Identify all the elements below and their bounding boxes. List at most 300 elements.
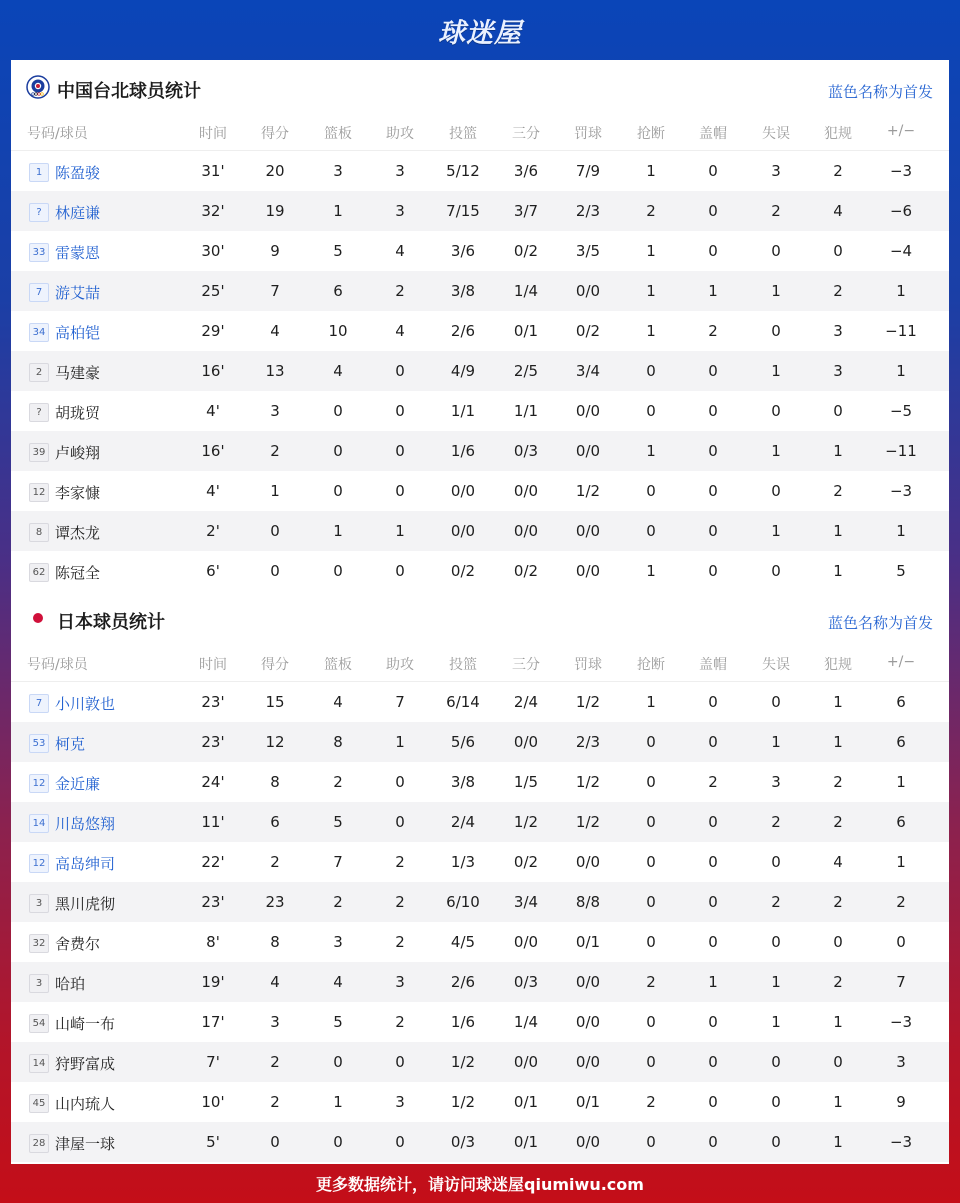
stat-cell: 2' [206, 522, 220, 540]
stat-cell: 2 [395, 893, 405, 911]
stat-cell: 0/0 [575, 522, 601, 540]
player-name-link[interactable]: 游艾喆 [55, 284, 101, 302]
stat-cell: 8 [270, 933, 280, 951]
stat-cell: 0 [896, 933, 906, 951]
stat-cell: 2 [646, 973, 656, 991]
stat-cell: 0 [646, 362, 656, 380]
stat-cell: 13 [265, 362, 285, 380]
stat-cell: 0/1 [513, 1093, 539, 1111]
column-header: 助攻 [386, 126, 414, 142]
stat-cell: 3/4 [513, 893, 539, 911]
stat-cell: 19' [201, 973, 225, 991]
stat-cell: 0 [646, 482, 656, 500]
stat-cell: 1/1 [513, 402, 539, 420]
stat-cell: 0 [771, 853, 781, 871]
player-row[interactable] [11, 762, 949, 802]
stat-cell: 5' [206, 1133, 220, 1151]
stat-cell: 31' [201, 162, 225, 180]
stat-cell: 1/2 [575, 693, 601, 711]
stat-cell: 0 [708, 893, 718, 911]
stat-cell: 0 [833, 242, 843, 260]
stat-cell: 2/4 [450, 813, 476, 831]
stat-cell: 3 [833, 362, 843, 380]
stat-cell: 0 [708, 933, 718, 951]
column-header: 助攻 [386, 657, 414, 673]
stat-cell: 3 [395, 1093, 405, 1111]
stat-cell: −11 [885, 322, 917, 340]
player-row[interactable] [11, 351, 949, 391]
stat-cell: 1 [333, 522, 343, 540]
stat-cell: 3 [896, 1053, 906, 1071]
column-header: 失误 [762, 126, 790, 142]
stat-cell: 1 [833, 442, 843, 460]
stat-cell: 0 [646, 733, 656, 751]
stat-cell: 0/0 [513, 733, 539, 751]
team-title: 日本球员统计 [57, 612, 165, 633]
stat-cell: 2 [270, 442, 280, 460]
japan-flag-dot-icon [33, 613, 43, 623]
stat-cell: 1 [896, 282, 906, 300]
player-row[interactable] [11, 471, 949, 511]
player-row[interactable] [11, 151, 949, 191]
stat-cell: 3 [771, 773, 781, 791]
column-header: 失误 [762, 657, 790, 673]
stat-cell: 0 [708, 1013, 718, 1031]
stat-cell: 2 [771, 893, 781, 911]
player-row[interactable] [11, 1042, 949, 1082]
stat-cell: 1/6 [450, 1013, 476, 1031]
stat-cell: 0 [771, 933, 781, 951]
stat-cell: 0 [708, 733, 718, 751]
stat-cell: −4 [889, 242, 913, 260]
stat-cell: 2 [395, 853, 405, 871]
stat-cell: 0 [395, 402, 405, 420]
player-row[interactable] [11, 271, 949, 311]
stat-cell: 0/2 [575, 322, 601, 340]
stat-cell: 0 [646, 853, 656, 871]
stat-cell: 3/4 [575, 362, 601, 380]
stat-cell: 5/12 [446, 162, 480, 180]
stat-cell: 1 [646, 322, 656, 340]
stat-cell: −3 [889, 482, 913, 500]
column-header: 篮板 [324, 657, 352, 673]
jersey-number-badge: 14 [29, 814, 49, 833]
stat-cell: 3/5 [575, 242, 601, 260]
stat-cell: 1/2 [575, 482, 601, 500]
player-name-link[interactable]: 舍费尔 [55, 935, 101, 953]
stat-cell: 2/5 [513, 362, 539, 380]
player-name-link[interactable]: 高岛绅司 [55, 855, 116, 873]
column-header: 投篮 [449, 126, 477, 142]
stat-cell: 5 [896, 562, 906, 580]
column-header-row [11, 644, 949, 682]
stat-cell: 2/6 [450, 973, 476, 991]
stat-cell: 2 [333, 773, 343, 791]
stat-cell: 6 [896, 733, 906, 751]
stat-cell: 0 [395, 562, 405, 580]
stat-cell: 6 [896, 693, 906, 711]
stat-cell: 2/3 [575, 733, 601, 751]
stat-cell: 0 [270, 522, 280, 540]
column-header: 篮板 [324, 126, 352, 142]
player-name-link[interactable]: 川岛悠翔 [55, 815, 116, 833]
jersey-number-badge: ? [29, 403, 49, 422]
stat-cell: 0 [646, 933, 656, 951]
stat-cell: 4 [395, 242, 405, 260]
stat-cell: 1 [771, 522, 781, 540]
stat-cell: 17' [201, 1013, 225, 1031]
player-name-link[interactable]: 山崎一布 [55, 1015, 116, 1033]
stat-cell: 3/6 [513, 162, 539, 180]
player-row[interactable] [11, 882, 949, 922]
player-row[interactable] [11, 551, 949, 591]
stat-cell: 0 [270, 562, 280, 580]
player-row[interactable] [11, 1122, 949, 1162]
stat-cell: 0/1 [513, 1133, 539, 1151]
stat-cell: 0 [333, 442, 343, 460]
brand-logo: 球迷屋 [438, 17, 522, 49]
stat-cell: 1/5 [513, 773, 539, 791]
jersey-number-badge: 33 [29, 243, 49, 262]
stat-cell: 11' [201, 813, 225, 831]
stat-cell: 0/3 [450, 1133, 476, 1151]
stat-cell: 0 [771, 1133, 781, 1151]
stat-cell: 5 [333, 242, 343, 260]
stat-cell: 2 [646, 202, 656, 220]
stat-cell: 23 [265, 893, 285, 911]
stat-cell: 0 [708, 202, 718, 220]
stat-cell: 30' [201, 242, 225, 260]
jersey-number-badge: 54 [29, 1014, 49, 1033]
stat-cell: 1 [771, 362, 781, 380]
stat-cell: 2 [833, 773, 843, 791]
stat-cell: 0/0 [513, 522, 539, 540]
stat-cell: 10' [201, 1093, 225, 1111]
stat-cell: 2 [708, 773, 718, 791]
jersey-number-badge: 12 [29, 854, 49, 873]
stat-cell: 20 [265, 162, 285, 180]
stat-cell: 1 [833, 1093, 843, 1111]
player-row[interactable] [11, 922, 949, 962]
player-row[interactable] [11, 191, 949, 231]
stat-cell: 0 [708, 1093, 718, 1111]
player-row[interactable] [11, 1082, 949, 1122]
column-header: +/− [886, 123, 916, 139]
stat-cell: 15 [265, 693, 285, 711]
stat-cell: 1/6 [450, 442, 476, 460]
stat-cell: 2/6 [450, 322, 476, 340]
player-name-link[interactable]: 哈珀 [55, 975, 86, 993]
player-name-link[interactable]: 高柏铠 [55, 324, 101, 342]
stat-cell: 0/0 [513, 1053, 539, 1071]
jersey-number-badge: 32 [29, 934, 49, 953]
player-row[interactable] [11, 1002, 949, 1042]
stat-cell: 0 [646, 402, 656, 420]
column-header: 罚球 [574, 126, 602, 142]
player-name-link[interactable]: 马建豪 [55, 364, 101, 382]
stat-cell: 0 [708, 853, 718, 871]
player-row[interactable] [11, 511, 949, 551]
stat-cell: −11 [885, 442, 917, 460]
stat-cell: 2 [833, 282, 843, 300]
stat-cell: 2 [708, 322, 718, 340]
stat-cell: 1/4 [513, 1013, 539, 1031]
stat-cell: 0 [395, 442, 405, 460]
stat-cell: 2 [270, 853, 280, 871]
stat-cell: 4 [333, 973, 343, 991]
column-header: 号码/球员 [27, 657, 88, 673]
player-row[interactable] [11, 962, 949, 1002]
stat-cell: 2 [395, 933, 405, 951]
stat-cell: 4/5 [450, 933, 476, 951]
player-name-link[interactable]: 津屋一球 [55, 1135, 116, 1153]
chinese-taipei-olympic-emblem-icon [26, 75, 50, 99]
stat-cell: 4' [206, 402, 220, 420]
stat-cell: 7/15 [446, 202, 480, 220]
stat-cell: 3/8 [450, 282, 476, 300]
player-row[interactable] [11, 311, 949, 351]
player-name-link[interactable]: 卢峻翔 [55, 444, 101, 462]
player-name-link[interactable]: 陈盈骏 [55, 164, 101, 182]
stat-cell: 6 [896, 813, 906, 831]
stat-cell: 0 [833, 402, 843, 420]
starter-legend-note: 蓝色名称为首发 [827, 614, 933, 632]
stat-cell: 0/0 [575, 562, 601, 580]
stat-cell: 0/0 [450, 482, 476, 500]
stat-cell: 8 [333, 733, 343, 751]
stat-cell: 1 [708, 973, 718, 991]
stat-cell: 2 [771, 202, 781, 220]
stat-cell: 1 [333, 1093, 343, 1111]
stat-cell: 0/0 [575, 282, 601, 300]
player-name-link[interactable]: 雷蒙恩 [55, 244, 101, 262]
stat-cell: 16' [201, 442, 225, 460]
stat-cell: 1 [646, 562, 656, 580]
jersey-number-badge: 39 [29, 443, 49, 462]
stat-cell: 1/3 [450, 853, 476, 871]
stat-cell: 3 [395, 162, 405, 180]
stat-cell: 0 [771, 402, 781, 420]
player-name-link[interactable]: 林庭谦 [55, 204, 101, 222]
column-header: 投篮 [449, 657, 477, 673]
player-row[interactable] [11, 391, 949, 431]
stat-cell: 0 [646, 1133, 656, 1151]
stat-cell: −3 [889, 162, 913, 180]
team-title: 中国台北球员统计 [57, 81, 201, 102]
stat-cell: 2 [395, 282, 405, 300]
stat-cell: 1 [646, 442, 656, 460]
player-name-link[interactable]: 金近廉 [55, 775, 101, 793]
column-header: 抢断 [637, 657, 665, 673]
stat-cell: 0 [646, 522, 656, 540]
stat-cell: 3 [771, 162, 781, 180]
stat-cell: 29' [201, 322, 225, 340]
stat-cell: 7 [270, 282, 280, 300]
stat-cell: 0/0 [513, 933, 539, 951]
jersey-number-badge: 45 [29, 1094, 49, 1113]
stat-cell: 0 [395, 362, 405, 380]
stat-cell: 0/0 [575, 1133, 601, 1151]
stat-cell: 0 [708, 402, 718, 420]
jersey-number-badge: 53 [29, 734, 49, 753]
player-name-link[interactable]: 柯克 [55, 735, 86, 753]
stat-cell: 2 [896, 893, 906, 911]
stat-cell: 0/0 [575, 973, 601, 991]
stat-cell: 0 [771, 562, 781, 580]
stat-cell: 0 [708, 1133, 718, 1151]
stat-cell: 0 [708, 693, 718, 711]
column-header: 抢断 [637, 126, 665, 142]
stat-cell: 2 [833, 162, 843, 180]
stat-cell: 0/0 [450, 522, 476, 540]
column-header: 盖帽 [699, 657, 727, 673]
column-header: 三分 [512, 657, 540, 673]
stat-cell: 1 [395, 733, 405, 751]
stat-cell: 2 [833, 813, 843, 831]
player-row[interactable] [11, 722, 949, 762]
stat-cell: 1/1 [450, 402, 476, 420]
stat-cell: 2 [270, 1053, 280, 1071]
stat-cell: 1 [771, 442, 781, 460]
stat-cell: 0/2 [450, 562, 476, 580]
jersey-number-badge: 34 [29, 323, 49, 342]
stat-cell: 0/3 [513, 442, 539, 460]
player-row[interactable] [11, 802, 949, 842]
stat-cell: 0 [646, 773, 656, 791]
stat-cell: 1 [896, 853, 906, 871]
player-row[interactable] [11, 682, 949, 722]
column-header: 犯规 [824, 657, 852, 673]
jersey-number-badge: 2 [29, 363, 49, 382]
player-name-link[interactable]: 狩野富成 [55, 1055, 116, 1073]
stat-cell: 0/1 [575, 1093, 601, 1111]
stat-cell: 5/6 [450, 733, 476, 751]
player-row[interactable] [11, 431, 949, 471]
stat-cell: 1 [771, 973, 781, 991]
stat-cell: 1 [395, 522, 405, 540]
stat-cell: 0 [708, 562, 718, 580]
player-name-link[interactable]: 山内琉人 [55, 1095, 116, 1113]
stat-cell: 0 [395, 482, 405, 500]
stat-cell: 4 [333, 362, 343, 380]
stat-cell: 22' [201, 853, 225, 871]
stat-cell: 0/3 [513, 973, 539, 991]
stat-cell: 0 [333, 1053, 343, 1071]
column-header: 得分 [261, 657, 289, 673]
player-name-link[interactable]: 黑川虎彻 [55, 895, 116, 913]
stat-cell: 0/2 [513, 853, 539, 871]
stat-cell: 2 [333, 893, 343, 911]
stat-cell: 0/0 [575, 442, 601, 460]
stat-cell: 0/0 [575, 1053, 601, 1071]
stat-cell: 2 [833, 482, 843, 500]
jersey-number-badge: 7 [29, 694, 49, 713]
stat-cell: 1/2 [450, 1053, 476, 1071]
stat-cell: 8 [270, 773, 280, 791]
stat-cell: 1 [771, 733, 781, 751]
stat-cell: 0/0 [575, 853, 601, 871]
stat-cell: 0 [395, 1133, 405, 1151]
stat-cell: 1/2 [575, 813, 601, 831]
stat-cell: 0/1 [575, 933, 601, 951]
team-section-header [11, 591, 949, 644]
stat-cell: 3 [333, 162, 343, 180]
column-header: 犯规 [824, 126, 852, 142]
stat-cell: 0 [333, 1133, 343, 1151]
stat-cell: 2 [395, 1013, 405, 1031]
stat-cell: 4 [395, 322, 405, 340]
stat-cell: 7/9 [575, 162, 601, 180]
stat-cell: 1 [833, 733, 843, 751]
player-name-link[interactable]: 谭杰龙 [55, 524, 101, 542]
stat-cell: 2 [771, 813, 781, 831]
stat-cell: 0 [833, 933, 843, 951]
stat-cell: 0/0 [575, 1013, 601, 1031]
column-header: 时间 [199, 657, 227, 673]
stat-cell: 1 [896, 773, 906, 791]
stat-cell: 10 [328, 322, 348, 340]
stat-cell: 8/8 [575, 893, 601, 911]
player-row[interactable] [11, 231, 949, 271]
jersey-number-badge: 62 [29, 563, 49, 582]
player-name-link[interactable]: 小川敦也 [55, 695, 116, 713]
column-header: +/− [886, 654, 916, 670]
stat-cell: 7 [333, 853, 343, 871]
jersey-number-badge: 12 [29, 483, 49, 502]
stat-cell: 4 [833, 853, 843, 871]
footer-banner [0, 1164, 960, 1203]
stat-cell: 0 [771, 322, 781, 340]
stat-cell: 6 [270, 813, 280, 831]
footer-text: 更多数据统计，请访问球迷屋qiumiwu.com [316, 1175, 644, 1194]
stat-cell: 3 [833, 322, 843, 340]
stats-card [11, 60, 949, 1164]
stat-cell: 6' [206, 562, 220, 580]
player-name-link[interactable]: 胡珑贸 [55, 404, 101, 422]
stat-cell: 0 [771, 693, 781, 711]
stat-cell: 2/3 [575, 202, 601, 220]
jersey-number-badge: 14 [29, 1054, 49, 1073]
stat-cell: 6/10 [446, 893, 480, 911]
stat-cell: 0 [333, 402, 343, 420]
stat-cell: 2/4 [513, 693, 539, 711]
column-header: 得分 [261, 126, 289, 142]
stat-cell: 0 [708, 522, 718, 540]
stat-cell: 2 [833, 973, 843, 991]
stat-cell: 2 [270, 1093, 280, 1111]
stat-cell: 1 [646, 282, 656, 300]
stat-cell: 1 [771, 1013, 781, 1031]
stat-cell: 24' [201, 773, 225, 791]
stat-cell: 3 [270, 1013, 280, 1031]
player-name-link[interactable]: 李家慷 [55, 484, 101, 502]
stat-cell: 1 [771, 282, 781, 300]
jersey-number-badge: 3 [29, 974, 49, 993]
stat-cell: 0 [708, 162, 718, 180]
stat-cell: 0/0 [513, 482, 539, 500]
stat-cell: 1/4 [513, 282, 539, 300]
stat-cell: 1 [708, 282, 718, 300]
stat-cell: 4 [270, 973, 280, 991]
stat-cell: 3/7 [513, 202, 539, 220]
player-row[interactable] [11, 842, 949, 882]
stat-cell: 5 [333, 1013, 343, 1031]
stat-cell: 0 [771, 482, 781, 500]
player-name-link[interactable]: 陈冠全 [55, 564, 101, 582]
stat-cell: 0 [646, 893, 656, 911]
stat-cell: 3/6 [450, 242, 476, 260]
stat-cell: 0 [771, 1093, 781, 1111]
